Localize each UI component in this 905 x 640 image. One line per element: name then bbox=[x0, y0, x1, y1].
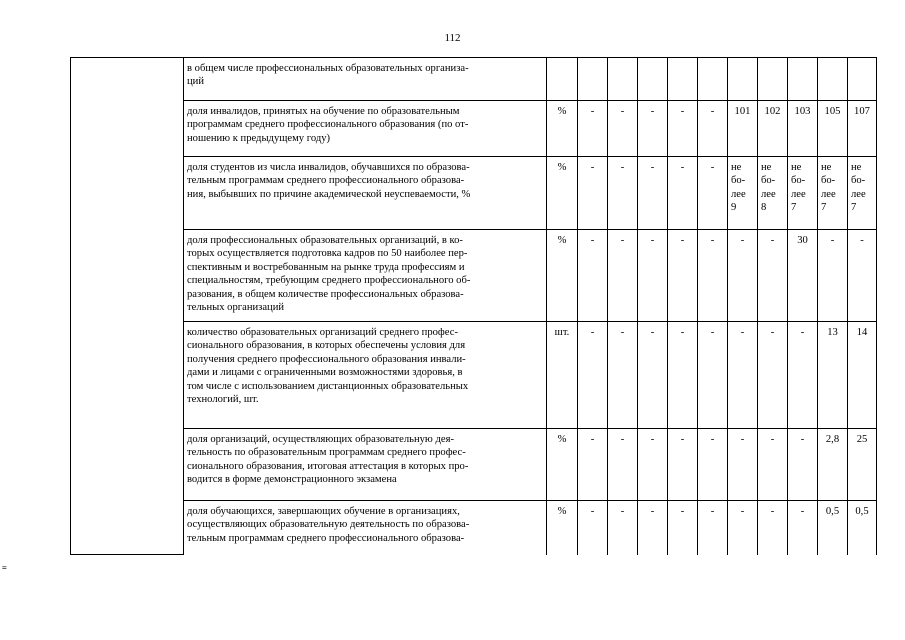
indicator-cell: доля обучающихся, завершающих обучение в организациях, осуществляющих образовательную деятельность по образова- тельным программам среднего профессионального образова- bbox=[184, 501, 547, 555]
value-cell: - bbox=[608, 501, 638, 555]
value-cell: 13 bbox=[818, 322, 848, 429]
value-cell: - bbox=[668, 501, 698, 555]
table-row bbox=[71, 429, 877, 501]
value-cell: - bbox=[728, 230, 758, 322]
value-cell: - bbox=[728, 501, 758, 555]
value-cell: - bbox=[698, 501, 728, 555]
value-cell: - bbox=[758, 322, 788, 429]
value-cell: - bbox=[668, 429, 698, 501]
value-cell: 105 bbox=[818, 101, 848, 157]
unit-cell bbox=[547, 58, 578, 101]
value-cell: - bbox=[728, 322, 758, 429]
table-row bbox=[71, 501, 877, 555]
value-cell: - bbox=[698, 101, 728, 157]
value-cell: 107 bbox=[848, 101, 877, 157]
value-cell: не бо- лее 8 bbox=[758, 157, 788, 230]
value-cell: 103 bbox=[788, 101, 818, 157]
value-cell: 101 bbox=[728, 101, 758, 157]
table-row bbox=[71, 101, 877, 157]
value-cell: не бо- лее 7 bbox=[788, 157, 818, 230]
unit-cell: % bbox=[547, 429, 578, 501]
value-cell: - bbox=[758, 501, 788, 555]
value-cell: не бо- лее 7 bbox=[818, 157, 848, 230]
value-cell: - bbox=[668, 230, 698, 322]
value-cell bbox=[758, 58, 788, 101]
value-cell: - bbox=[668, 101, 698, 157]
value-cell: - bbox=[608, 157, 638, 230]
value-cell bbox=[608, 58, 638, 101]
section-cell bbox=[71, 58, 184, 555]
value-cell: 0,5 bbox=[848, 501, 877, 555]
indicator-cell: доля инвалидов, принятых на обучение по образовательным программам среднего профессионального образования (по от- ношению к предыдущему году) bbox=[184, 101, 547, 157]
indicator-cell: количество образовательных организаций среднего профес- сионального образования, в которых обеспечены условия для получения среднего профессионального образования инвали- дами и лицами с ограниченными возможностями здоровья, в том числе с использованием дистанционных образовательных технологий, шт. bbox=[184, 322, 547, 429]
value-cell: - bbox=[818, 230, 848, 322]
table-row bbox=[71, 58, 877, 101]
value-cell bbox=[668, 58, 698, 101]
indicators-table bbox=[70, 57, 877, 555]
value-cell: - bbox=[788, 322, 818, 429]
value-cell: - bbox=[638, 101, 668, 157]
value-cell: - bbox=[578, 501, 608, 555]
value-cell: 14 bbox=[848, 322, 877, 429]
value-cell bbox=[698, 58, 728, 101]
value-cell: - bbox=[638, 501, 668, 555]
table-row bbox=[71, 157, 877, 230]
indicator-cell: доля организаций, осуществляющих образовательную дея- тельность по образовательным программам среднего профес- сионального образования, итоговая аттестация в которых про- водится в форме демонстрационного экзамена bbox=[184, 429, 547, 501]
value-cell bbox=[818, 58, 848, 101]
unit-cell: % bbox=[547, 230, 578, 322]
unit-cell: % bbox=[547, 101, 578, 157]
value-cell: - bbox=[608, 429, 638, 501]
value-cell: 30 bbox=[788, 230, 818, 322]
value-cell: - bbox=[698, 157, 728, 230]
value-cell bbox=[728, 58, 758, 101]
value-cell: - bbox=[788, 429, 818, 501]
value-cell: - bbox=[638, 230, 668, 322]
value-cell: 102 bbox=[758, 101, 788, 157]
table-row bbox=[71, 322, 877, 429]
value-cell: - bbox=[608, 230, 638, 322]
value-cell: - bbox=[578, 429, 608, 501]
value-cell: - bbox=[578, 101, 608, 157]
value-cell: - bbox=[698, 322, 728, 429]
value-cell: - bbox=[788, 501, 818, 555]
value-cell: не бо- лее 9 bbox=[728, 157, 758, 230]
value-cell: - bbox=[698, 230, 728, 322]
value-cell: - bbox=[758, 230, 788, 322]
value-cell bbox=[788, 58, 818, 101]
value-cell: не бо- лее 7 bbox=[848, 157, 877, 230]
value-cell: - bbox=[578, 230, 608, 322]
unit-cell: % bbox=[547, 157, 578, 230]
value-cell: - bbox=[698, 429, 728, 501]
table-row bbox=[71, 230, 877, 322]
value-cell: - bbox=[608, 322, 638, 429]
value-cell: - bbox=[578, 322, 608, 429]
page-number: 112 bbox=[444, 32, 461, 44]
value-cell bbox=[638, 58, 668, 101]
margin-mark: = bbox=[2, 563, 7, 572]
unit-cell: % bbox=[547, 501, 578, 555]
unit-cell: шт. bbox=[547, 322, 578, 429]
value-cell: - bbox=[668, 322, 698, 429]
value-cell: - bbox=[638, 157, 668, 230]
value-cell: 2,8 bbox=[818, 429, 848, 501]
value-cell: - bbox=[758, 429, 788, 501]
indicator-cell: в общем числе профессиональных образовательных организа- ций bbox=[184, 58, 547, 101]
value-cell: - bbox=[638, 429, 668, 501]
value-cell: - bbox=[668, 157, 698, 230]
value-cell: - bbox=[638, 322, 668, 429]
value-cell: - bbox=[728, 429, 758, 501]
value-cell: 25 bbox=[848, 429, 877, 501]
value-cell: - bbox=[578, 157, 608, 230]
value-cell bbox=[848, 58, 877, 101]
value-cell: - bbox=[608, 101, 638, 157]
indicator-cell: доля студентов из числа инвалидов, обучавшихся по образова- тельным программам среднего профессионального образова- ния, выбывших по причине академической неуспеваемости, % bbox=[184, 157, 547, 230]
indicator-cell: доля профессиональных образовательных организаций, в ко- торых осуществляется подготовка кадров по 50 наиболее пер- спективным и востребованным на рынке труда профессиям и специальностям, требующим среднего профессионального об- разования, в общем количестве профессиональных образова- тельных организаций bbox=[184, 230, 547, 322]
value-cell: - bbox=[848, 230, 877, 322]
value-cell bbox=[578, 58, 608, 101]
value-cell: 0,5 bbox=[818, 501, 848, 555]
